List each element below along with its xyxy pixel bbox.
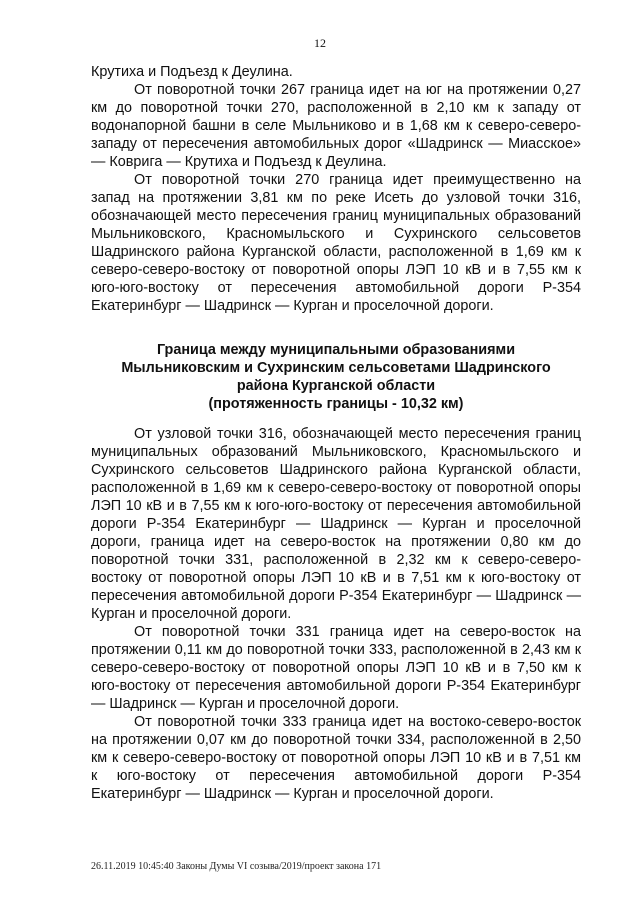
heading-line: района Курганской области [236,378,436,394]
paragraph: От поворотной точки 267 граница идет на юг на протяжении 0,27 км до поворотной точки 270, расположенной в 2,10 км к западу от водонапорной башни в селе Мыльниково и в 1,68 км к северо-северо-западу от пересечения автомобильных дорог «Шадринск — Миасское» — Коврига — Крутиха и Подъезд к Деулина. [91,82,581,170]
paragraph: От поворотной точки 331 граница идет на северо-восток на протяжении 0,11 км до поворотной точки 333, расположенной в 2,43 км к северо-северо-востоку от поворотной опоры ЛЭП 10 кВ и в 7,50 км к юго-востоку от пересечения автомобильной дороги Р-354 Екатеринбург — Шадринск — Курган и проселочной дороги. [91,624,581,712]
heading-line: Граница между муниципальными образованиями [156,342,516,358]
paragraph: От поворотной точки 270 граница идет преимущественно на запад на протяжении 3,81 км по реке Исеть до узловой точки 316, обозначающей место пересечения границ муниципальных образований Мыльниковского, Красномыльского и Сухринского сельсоветов Шадринского района Курганской области, расположенной в 1,69 км к северо-северо-востоку от поворотной опоры ЛЭП 10 кВ и в 7,55 км к юго-юго-востоку от пересечения автомобильной дороги Р-354 Екатеринбург — Шадринск — Курган и проселочной дороги. [91,172,581,314]
page-number: 12 [314,36,326,50]
paragraph: От узловой точки 316, обозначающей место пересечения границ муниципальных образований Мыльниковского, Красномыльского и Сухринского сельсоветов Шадринского района Курганской области, расположенной в 1,69 км к северо-северо-востоку от поворотной опоры ЛЭП 10 кВ и в 7,55 км к юго-юго-востоку от пересечения автомобильной дороги Р-354 Екатеринбург — Шадринск — Курган и проселочной дороги, граница идет на северо-восток на протяжении 0,80 км до поворотной точки 331, расположенной в 2,32 км к северо-северо-востоку от поворотной опоры ЛЭП 10 кВ и в 7,51 км к юго-востоку от пересечения автомобильной дороги Р-354 Екатеринбург — Шадринск — Курган и проселочной дороги. [91,426,581,622]
section-heading [91,341,581,413]
paragraph: От поворотной точки 333 граница идет на востоко-северо-восток на протяжении 0,07 км до поворотной точки 334, расположенной в 2,50 км к северо-северо-востоку от поворотной опоры ЛЭП 10 кВ и в 7,51 км к юго-востоку от пересечения автомобильной дороги Р-354 Екатеринбург — Шадринск — Курган и проселочной дороги. [91,714,581,802]
heading-line: (протяженность границы - 10,32 км) [208,396,464,412]
section-1-text [91,63,581,315]
heading-line: Мыльниковским и Сухринским сельсоветами Шадринского [121,360,551,376]
document-footer: 26.11.2019 10:45:40 Законы Думы VI созыва/2019/проект закона 171 [91,861,382,872]
paragraph: Крутиха и Подъезд к Деулина. [91,64,293,80]
section-2-text [91,425,581,803]
